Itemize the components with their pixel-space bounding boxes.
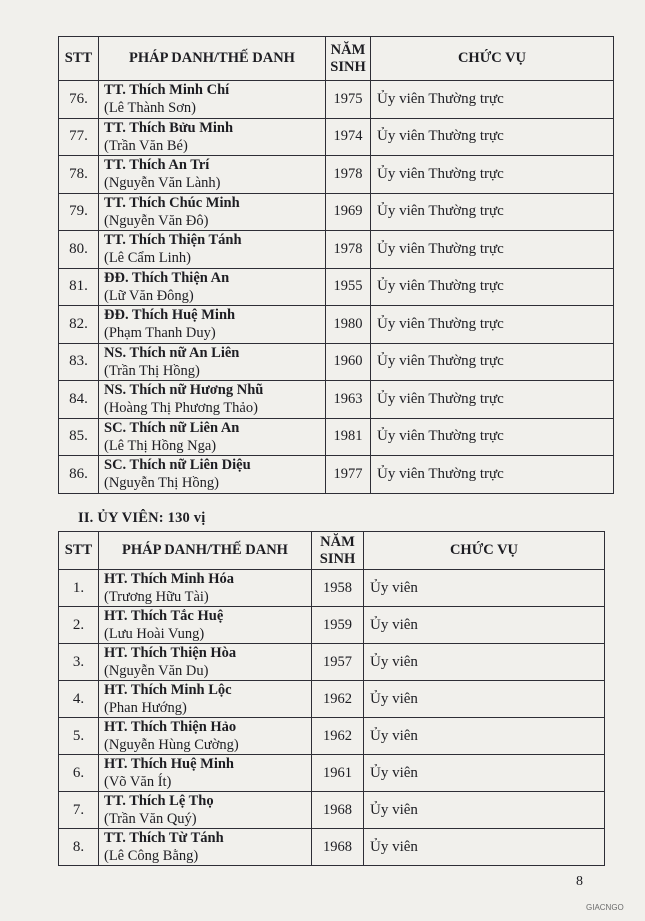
table-body [59,81,614,494]
lay-name: (Lê Thành Sơn) [104,100,196,117]
lay-name: (Trần Văn Bé) [104,137,188,154]
cell-role: Ủy viên Thường trực [371,306,614,344]
cell-stt: 7. [59,792,99,829]
dharma-name: NS. Thích nữ Hương Nhũ [104,382,264,399]
cell-stt: 79. [59,193,99,231]
cell-name [99,681,312,718]
header-birth-year-line1: NĂM [320,533,355,550]
cell-name [99,644,312,681]
cell-stt: 78. [59,156,99,194]
table-row [59,343,614,381]
table-row [59,156,614,194]
cell-role: Ủy viên Thường trực [371,268,614,306]
cell-name [99,118,326,156]
cell-name [99,792,312,829]
dharma-name: TT. Thích Minh Chí [104,82,230,99]
table-header-row [59,37,614,81]
lay-name: (Phan Hướng) [104,700,187,716]
cell-birth-year: 1960 [326,343,371,381]
table-row [59,681,605,718]
cell-role: Ủy viên [364,755,605,792]
cell-stt: 83. [59,343,99,381]
table-row [59,644,605,681]
dharma-name: ĐĐ. Thích Thiện An [104,269,230,286]
cell-stt: 2. [59,607,99,644]
cell-name [99,268,326,306]
dharma-name: HT. Thích Tắc Huệ [104,608,224,624]
cell-stt: 77. [59,118,99,156]
cell-stt: 86. [59,456,99,494]
lay-name: (Lê Công Bằng) [104,848,199,864]
table-row [59,829,605,866]
dharma-name: HT. Thích Thiện Hảo [104,719,237,735]
header-birth-year-line1: NĂM [330,41,366,58]
table-row [59,231,614,269]
header-name: PHÁP DANH/THẾ DANH [99,532,312,570]
lay-name: (Hoàng Thị Phương Thảo) [104,400,258,417]
cell-birth-year: 1955 [326,268,371,306]
cell-stt: 5. [59,718,99,755]
lay-name: (Lê Thị Hồng Nga) [104,437,217,454]
cell-name [99,231,326,269]
dharma-name: NS. Thích nữ An Liên [104,344,240,361]
cell-role: Ủy viên Thường trực [371,418,614,456]
cell-birth-year: 1981 [326,418,371,456]
dharma-name: SC. Thích nữ Liên Diệu [104,457,251,474]
dharma-name: ĐĐ. Thích Huệ Minh [104,307,236,324]
table-row [59,755,605,792]
cell-birth-year: 1959 [312,607,364,644]
cell-birth-year: 1968 [312,829,364,866]
cell-name [99,343,326,381]
cell-birth-year: 1961 [312,755,364,792]
cell-stt: 81. [59,268,99,306]
dharma-name: HT. Thích Minh Hóa [104,571,234,587]
cell-stt: 84. [59,381,99,419]
cell-birth-year: 1962 [312,718,364,755]
dharma-name: TT. Thích Thiện Tánh [104,232,242,249]
table-row [59,718,605,755]
lay-name: (Trần Văn Quý) [104,811,197,827]
cell-name [99,193,326,231]
cell-role: Ủy viên [364,829,605,866]
cell-role: Ủy viên Thường trực [371,381,614,419]
cell-birth-year: 1957 [312,644,364,681]
cell-birth-year: 1963 [326,381,371,419]
cell-birth-year: 1968 [312,792,364,829]
cell-name [99,755,312,792]
cell-birth-year: 1980 [326,306,371,344]
lay-name: (Trương Hữu Tài) [104,589,209,605]
lay-name: (Trần Thị Hồng) [104,362,200,379]
cell-stt: 4. [59,681,99,718]
table-row [59,607,605,644]
cell-birth-year: 1958 [312,570,364,607]
table-row [59,193,614,231]
cell-stt: 3. [59,644,99,681]
cell-birth-year: 1978 [326,156,371,194]
table-row [59,118,614,156]
header-name: PHÁP DANH/THẾ DANH [99,37,326,81]
cell-role: Ủy viên Thường trực [371,118,614,156]
table-row [59,456,614,494]
watermark: GIACNGO [586,903,624,912]
table-row [59,418,614,456]
cell-stt: 6. [59,755,99,792]
cell-birth-year: 1974 [326,118,371,156]
page-number: 8 [576,874,583,889]
cell-name [99,456,326,494]
cell-role: Ủy viên Thường trực [371,231,614,269]
table-row [59,570,605,607]
cell-name [99,81,326,119]
cell-role: Ủy viên [364,718,605,755]
table-row [59,81,614,119]
cell-role: Ủy viên [364,681,605,718]
dharma-name: TT. Thích Chúc Minh [104,194,240,211]
dharma-name: TT. Thích Lệ Thọ [104,793,214,809]
cell-role: Ủy viên [364,644,605,681]
section-title: II. ỦY VIÊN: 130 vị [78,510,206,526]
lay-name: (Võ Văn Ít) [104,774,172,790]
dharma-name: HT. Thích Minh Lộc [104,682,232,698]
header-role: CHỨC VỤ [371,37,614,81]
lay-name: (Nguyễn Văn Lành) [104,175,221,192]
dharma-name: HT. Thích Thiện Hòa [104,645,237,661]
cell-role: Ủy viên Thường trực [371,456,614,494]
lay-name: (Lê Cẩm Linh) [104,250,191,267]
lay-name: (Nguyễn Văn Đô) [104,212,209,229]
table-row [59,381,614,419]
cell-stt: 85. [59,418,99,456]
lay-name: (Lưu Hoài Vung) [104,626,205,642]
cell-birth-year: 1969 [326,193,371,231]
cell-role: Ủy viên [364,607,605,644]
header-stt: STT [59,532,99,570]
cell-name [99,718,312,755]
cell-name [99,418,326,456]
cell-name [99,381,326,419]
header-birth-year [326,37,371,81]
table-row [59,268,614,306]
cell-role: Ủy viên Thường trực [371,193,614,231]
cell-stt: 76. [59,81,99,119]
cell-role: Ủy viên Thường trực [371,81,614,119]
lay-name: (Nguyễn Thị Hồng) [104,475,219,492]
cell-birth-year: 1975 [326,81,371,119]
header-role: CHỨC VỤ [364,532,605,570]
dharma-name: SC. Thích nữ Liên An [104,419,240,436]
header-birth-year-line2: SINH [330,58,366,75]
cell-name [99,156,326,194]
cell-stt: 1. [59,570,99,607]
cell-birth-year: 1977 [326,456,371,494]
table-body [59,570,605,866]
dharma-name: HT. Thích Huệ Minh [104,756,234,772]
table-row [59,306,614,344]
cell-birth-year: 1978 [326,231,371,269]
header-birth-year [312,532,364,570]
cell-role: Ủy viên Thường trực [371,156,614,194]
cell-name [99,570,312,607]
header-birth-year-line2: SINH [319,550,356,567]
cell-birth-year: 1962 [312,681,364,718]
cell-role: Ủy viên [364,570,605,607]
cell-role: Ủy viên [364,792,605,829]
cell-role: Ủy viên Thường trực [371,343,614,381]
lay-name: (Nguyễn Hùng Cường) [104,737,239,753]
dharma-name: TT. Thích Từ Tánh [104,830,224,846]
cell-name [99,607,312,644]
lay-name: (Nguyễn Văn Du) [104,663,209,679]
committee-table-members [58,531,605,866]
cell-stt: 80. [59,231,99,269]
header-stt: STT [59,37,99,81]
table-header-row [59,532,605,570]
lay-name: (Phạm Thanh Duy) [104,325,216,342]
cell-stt: 8. [59,829,99,866]
cell-name [99,306,326,344]
committee-table-standing [58,36,614,494]
cell-stt: 82. [59,306,99,344]
dharma-name: TT. Thích Bửu Minh [104,119,234,136]
lay-name: (Lữ Văn Đông) [104,287,194,304]
dharma-name: TT. Thích An Trí [104,157,210,174]
table-row [59,792,605,829]
cell-name [99,829,312,866]
